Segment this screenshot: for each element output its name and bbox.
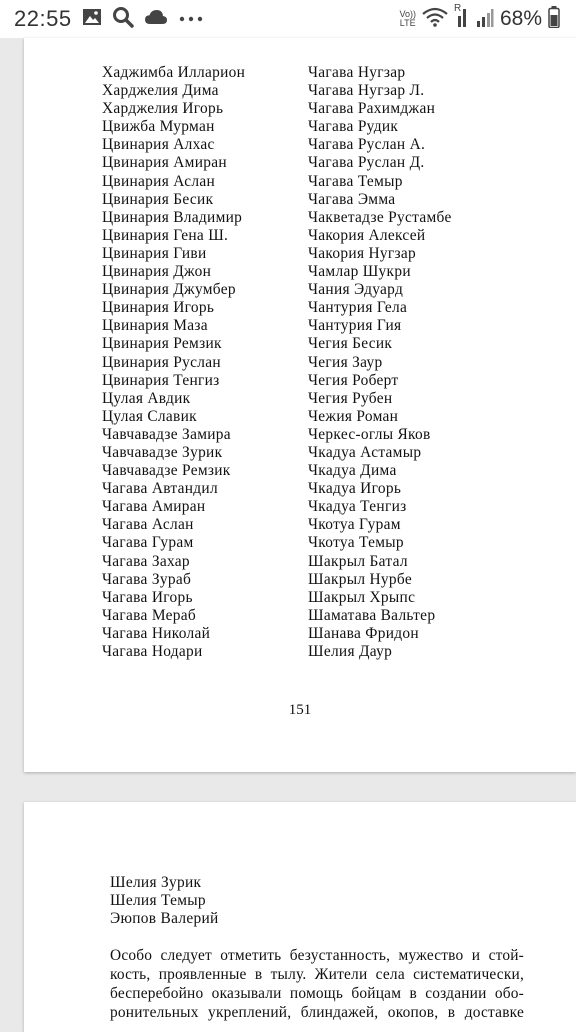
list-item: Чагава Нугзар — [308, 64, 406, 81]
list-item: Чагава Амиран — [102, 498, 206, 516]
paragraph-line: бесперебойно оказывали помощь бойцам в создании обо- — [110, 985, 524, 1002]
volte-label-top: Vo)) — [399, 9, 416, 19]
status-bar — [0, 0, 576, 38]
list-item: Чания Эдуард — [308, 281, 404, 299]
list-item: Чкотуа Темыр — [308, 534, 404, 552]
list-item: Цулая Авдик — [102, 389, 191, 407]
cloud-icon — [144, 9, 168, 30]
list-item: Цвинария Гиви — [102, 244, 207, 262]
list-item: Чагава Эмма — [308, 190, 396, 208]
list-item: Чавчавадзе Зурик — [102, 443, 223, 461]
list-item: Шанава Фридон — [308, 624, 419, 642]
list-item: Чагава Нодари — [102, 643, 203, 660]
list-item: Шаматава Вальтер — [308, 606, 436, 624]
list-item: Цвинария Гена Ш. — [102, 226, 229, 244]
list-item: Цвинария Алхас — [102, 136, 215, 154]
names-column-right — [308, 64, 452, 661]
list-item: Чагава Руслан А. — [308, 136, 426, 154]
list-item: Цулая Славик — [102, 407, 197, 425]
list-item: Чагава Гурам — [102, 534, 194, 552]
roaming-label: R — [453, 2, 462, 14]
status-bar-left — [0, 6, 204, 33]
list-item: Цвинария Аслан — [102, 172, 216, 190]
list-item: Чавчавадзе Ремзик — [102, 462, 231, 480]
list-item: Чегия Роберт — [308, 371, 399, 389]
list-item: Чагава Рахимджан — [308, 100, 436, 118]
clock: 22:55 — [14, 6, 72, 31]
names-column-continued — [110, 874, 219, 928]
list-item: Чагава Нугзар Л. — [308, 82, 425, 100]
book-page-next — [24, 802, 576, 1032]
volte-icon — [399, 10, 416, 28]
list-item: Чкадуа Астамыр — [308, 443, 422, 461]
list-item: Чежия Роман — [308, 407, 399, 425]
paragraph-line: ронительных укреплений, блиндажей, окопов, в доставке — [110, 1004, 524, 1021]
list-item: Чантурия Гела — [308, 299, 408, 317]
status-bar-right — [399, 2, 576, 33]
list-item: Цвижба Мурман — [102, 118, 215, 136]
list-item: Цвинария Игорь — [102, 299, 215, 317]
paragraph-line: Особо следует отметить безустанность, мужество и стой- — [110, 947, 524, 964]
list-item: Чагава Николай — [102, 624, 211, 642]
volte-label-bottom: LTE — [399, 18, 416, 28]
book-page-151 — [24, 38, 576, 772]
list-item: Харджелия Игорь — [102, 100, 224, 118]
list-item: Шакрыл Хрыпс — [308, 588, 416, 606]
list-item: Харджелия Дима — [102, 82, 219, 100]
list-item: Чагава Автандил — [102, 480, 218, 498]
list-item: Чкадуа Тенгиз — [308, 498, 407, 516]
list-item: Шелия Темыр — [110, 892, 206, 910]
list-item: Шелия Даур — [308, 643, 393, 660]
paragraph-line: кость, проявленные в тылу. Жители села систематически, — [110, 966, 524, 983]
list-item: Эюпов Валерий — [110, 910, 219, 928]
page-number: 151 — [288, 702, 312, 718]
list-item: Цвинария Владимир — [102, 208, 243, 226]
signal-icon-1 — [453, 2, 470, 32]
list-item: Хаджимба Илларион — [102, 64, 246, 81]
list-item: Чкадуа Дима — [308, 462, 397, 480]
list-item: Чагава Рудик — [308, 118, 399, 136]
list-item: Чагава Аслан — [102, 516, 194, 534]
more-icon — [178, 10, 204, 28]
list-item: Чантурия Гия — [308, 317, 402, 335]
battery-icon — [548, 6, 560, 33]
list-item: Цвинария Ремзик — [102, 335, 222, 353]
list-item: Чегия Заур — [308, 353, 383, 371]
list-item: Шелия Зурик — [110, 874, 202, 891]
list-item: Чкадуа Игорь — [308, 480, 402, 498]
search-icon — [112, 6, 134, 33]
names-column-left — [102, 64, 245, 661]
list-item: Чамлар Шукри — [308, 263, 411, 281]
list-item: Цвинария Бесик — [102, 190, 214, 208]
list-item: Чагава Руслан Д. — [308, 154, 425, 172]
list-item: Чакветадзе Рустамбе — [308, 208, 452, 226]
signal-icon-2 — [476, 7, 494, 32]
body-paragraph — [110, 946, 524, 1022]
list-item: Чкотуа Гурам — [308, 516, 401, 534]
list-item: Чакория Нугзар — [308, 244, 417, 262]
list-item: Цвинария Руслан — [102, 353, 221, 371]
list-item: Цвинария Амиран — [102, 154, 227, 172]
list-item: Чагава Захар — [102, 552, 190, 570]
list-item: Чакория Алексей — [308, 226, 426, 244]
list-item: Чегия Рубен — [308, 389, 393, 407]
list-item: Цвинария Тенгиз — [102, 371, 220, 389]
battery-percent: 68% — [499, 7, 542, 30]
list-item: Чагава Игорь — [102, 588, 193, 606]
list-item: Цвинария Маза — [102, 317, 208, 335]
wifi-icon — [422, 7, 448, 32]
image-icon — [82, 8, 102, 31]
list-item: Чагава Темыр — [308, 172, 403, 190]
list-item: Чавчавадзе Замира — [102, 425, 231, 443]
list-item: Цвинария Джумбер — [102, 281, 236, 299]
list-item: Цвинария Джон — [102, 263, 212, 281]
list-item: Черкес-оглы Яков — [308, 425, 431, 443]
list-item: Шакрыл Батал — [308, 552, 408, 570]
list-item: Чегия Бесик — [308, 335, 393, 353]
list-item: Чагава Мераб — [102, 606, 196, 624]
list-item: Чагава Зураб — [102, 570, 192, 588]
list-item: Шакрыл Нурбе — [308, 570, 412, 588]
